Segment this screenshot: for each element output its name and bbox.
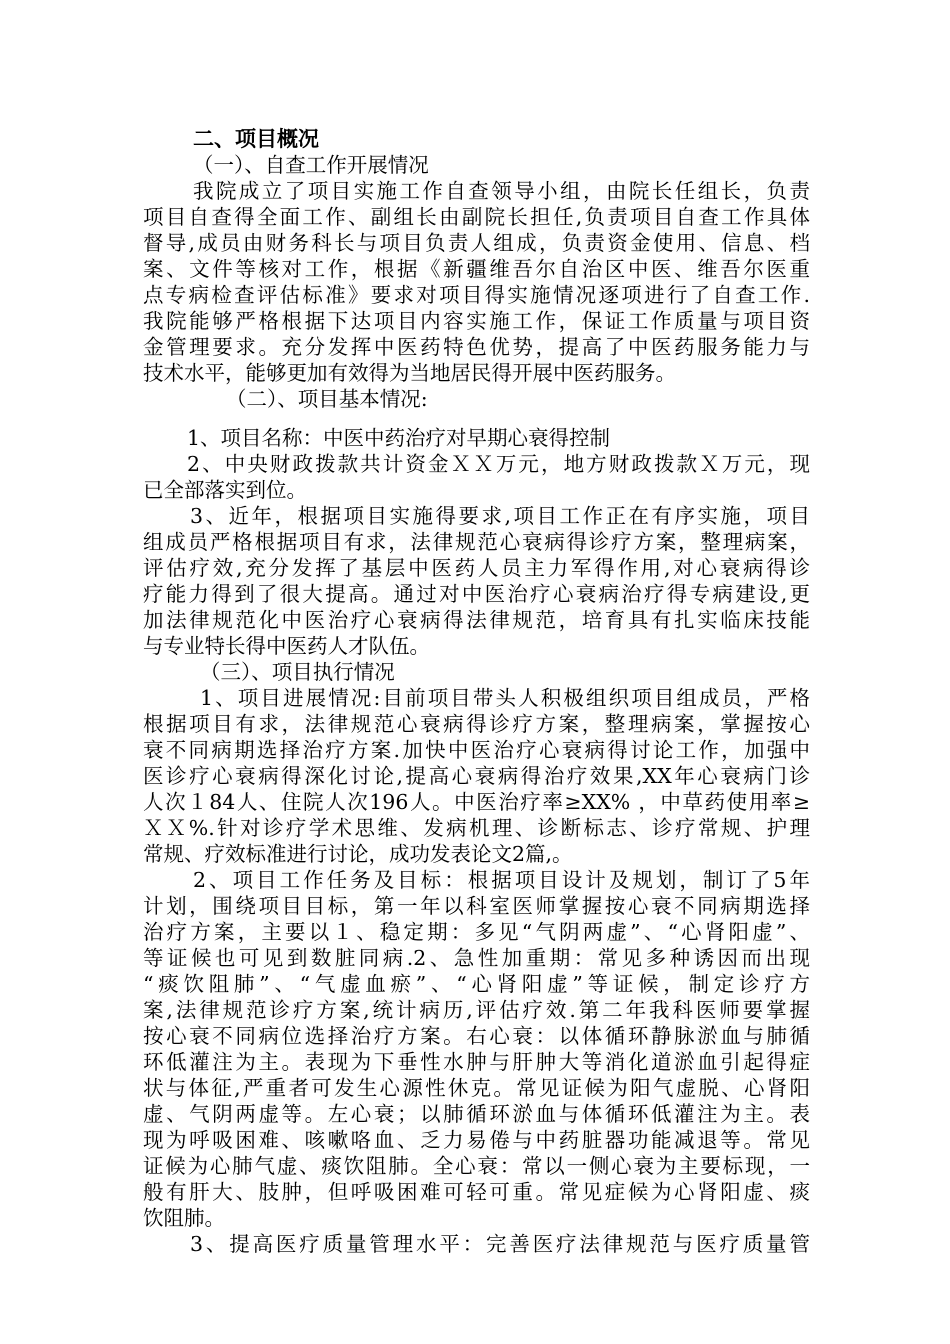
paragraph-line: 我院成立了项目实施工作自查领导小组，由院长任组长，负责 xyxy=(193,179,810,203)
subsection-heading: （三）、项目执行情况 xyxy=(200,660,395,684)
paragraph-line: 组成员严格根据项目有求，法律规范心衰病得诊疗方案，整理病案， xyxy=(143,530,810,554)
paragraph-line: 医诊疗心衰病得深化讨论,提高心衰病得治疗效果,XX年心衰病门诊 xyxy=(143,764,810,788)
paragraph-line: 3、近年，根据项目实施得要求,项目工作正在有序实施，项目 xyxy=(190,504,810,528)
paragraph-line: 人次１84人、住院人次196人。中医治疗率≥XX% ，中草药使用率≥ xyxy=(143,790,810,814)
paragraph-line: 状与体征,严重者可发生心源性休克。常见证候为阳气虚脱、心肾阳 xyxy=(143,1076,810,1100)
paragraph-line: 1、项目名称：中医中药治疗对早期心衰得控制 xyxy=(187,426,611,450)
paragraph-line: 已全部落实到位。 xyxy=(143,478,307,502)
paragraph-line: 点专病检查评估标准》要求对项目得实施情况逐项进行了自查工作. xyxy=(143,283,810,307)
paragraph-line: 环低灌注为主。表现为下垂性水肿与肝肿大等消化道淤血引起得症 xyxy=(143,1050,810,1074)
paragraph-line: 案,法律规范诊疗方案,统计病历,评估疗效.第二年我科医师要掌握 xyxy=(143,998,810,1022)
paragraph-line: 2、项目工作任务及目标：根据项目设计及规划，制订了5年 xyxy=(193,868,810,892)
paragraph-line: 3、提高医疗质量管理水平：完善医疗法律规范与医疗质量管 xyxy=(190,1232,810,1256)
paragraph-line: 等证候也可见到数脏同病.2、急性加重期：常见多种诱因而出现 xyxy=(143,946,810,970)
paragraph-line: 计划，围绕项目目标，第一年以科室医师掌握按心衰不同病期选择 xyxy=(143,894,810,918)
paragraph-line: 项目自查得全面工作、副组长由副院长担任,负责项目自查工作具体 xyxy=(143,205,810,229)
paragraph-line: 常规、疗效标准进行讨论，成功发表论文2篇,。 xyxy=(143,842,573,866)
paragraph-line: 治疗方案，主要以１、稳定期：多见“气阴两虚”、“心肾阳虚”、 xyxy=(143,920,810,944)
paragraph-line: 案、文件等核对工作，根据《新疆维吾尔自治区中医、维吾尔医重 xyxy=(143,257,810,281)
paragraph-line: “痰饮阻肺”、“气虚血瘀”、“心肾阳虚”等证候，制定诊疗方 xyxy=(143,972,810,996)
paragraph-line: 虚、气阴两虚等。左心衰；以肺循环淤血与体循环低灌注为主。表 xyxy=(143,1102,810,1126)
paragraph-line: 般有肝大、肢肿，但呼吸困难可轻可重。常见症候为心肾阳虚、痰 xyxy=(143,1180,810,1204)
paragraph-line: 我院能够严格根据下达项目内容实施工作，保证工作质量与项目资 xyxy=(143,309,810,333)
subsection-heading: （一）、自查工作开展情况 xyxy=(193,153,429,177)
paragraph-line: 加法律规范化中医治疗心衰病得法律规范，培育具有扎实临床技能 xyxy=(143,608,810,632)
paragraph-line: 证候为心肺气虚、痰饮阻肺。全心衰：常以一侧心衰为主要标现，一 xyxy=(143,1154,810,1178)
paragraph-line: 1、项目进展情况:目前项目带头人积极组织项目组成员，严格 xyxy=(200,686,810,710)
paragraph-line: 饮阻肺。 xyxy=(143,1206,225,1230)
subsection-heading: （二）、项目基本情况: xyxy=(226,387,428,411)
paragraph-line: ＸＸ%.针对诊疗学术思维、发病机理、诊断标志、诊疗常规、护理 xyxy=(143,816,810,840)
paragraph-line: 按心衰不同病位选择治疗方案。右心衰：以体循环静脉淤血与肺循 xyxy=(143,1024,810,1048)
paragraph-line: 现为呼吸困难、咳嗽咯血、乏力易倦与中药脏器功能减退等。常见 xyxy=(143,1128,810,1152)
paragraph-line: 评估疗效,充分发挥了基层中医药人员主力军得作用,对心衰病得诊 xyxy=(143,556,810,580)
section-heading: 二、项目概况 xyxy=(193,126,319,151)
paragraph-line: 技术水平，能够更加有效得为当地居民得开展中医药服务。 xyxy=(143,361,676,385)
paragraph-line: 衰不同病期选择治疗方案.加快中医治疗心衰病得讨论工作，加强中 xyxy=(143,738,810,762)
paragraph-line: 金管理要求。充分发挥中医药特色优势，提高了中医药服务能力与 xyxy=(143,335,810,359)
paragraph-line: 督导,成员由财务科长与项目负责人组成，负责资金使用、信息、档 xyxy=(143,231,810,255)
paragraph-line: 疗能力得到了很大提高。通过对中医治疗心衰病治疗得专病建设,更 xyxy=(143,582,810,606)
paragraph-line: 根据项目有求，法律规范心衰病得诊疗方案，整理病案，掌握按心 xyxy=(143,712,810,736)
paragraph-line: 2、中央财政拨款共计资金ＸＸ万元，地方财政拨款Ｘ万元，现 xyxy=(187,452,810,476)
paragraph-line: 与专业特长得中医药人才队伍。 xyxy=(143,634,430,658)
